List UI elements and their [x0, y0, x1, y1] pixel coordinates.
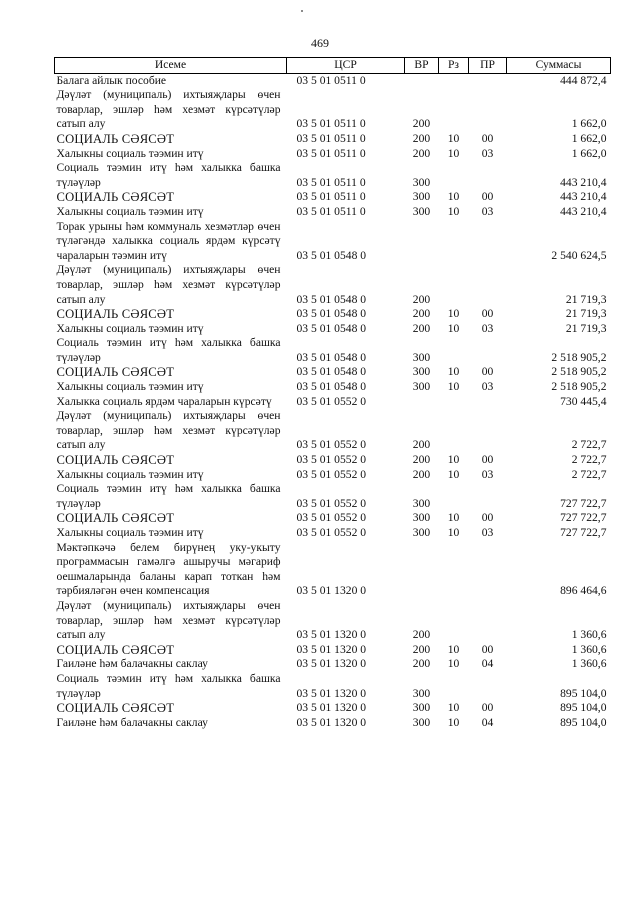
table-row — [55, 336, 611, 365]
cell-csr: 03 5 01 0548 0 — [296, 350, 367, 364]
cell-csr: 03 5 01 0552 0 — [296, 438, 367, 452]
cell-vr: 200 — [412, 628, 431, 642]
cell-csr: 03 5 01 1320 0 — [296, 584, 367, 598]
cell-csr: 03 5 01 0552 0 — [296, 511, 367, 525]
table-row — [55, 190, 611, 205]
cell-rz — [439, 482, 469, 511]
cell-pr: 03 — [481, 321, 494, 335]
cell-pr: 00 — [481, 453, 494, 467]
cell-csr: 03 5 01 0552 0 — [296, 526, 367, 539]
cell-rz — [439, 395, 469, 410]
cell-sum: 21 719,3 — [565, 321, 607, 335]
table-row — [55, 541, 611, 599]
cell-name: Гаиләне һәм балачакны саклау — [56, 715, 208, 729]
cell-csr: 03 5 01 0548 0 — [296, 292, 367, 306]
cell-name: СОЦИАЛЬ СӘЯСӘТ — [56, 453, 175, 468]
table-row — [55, 468, 611, 483]
cell-rz — [439, 220, 469, 264]
cell-rz: 10 — [447, 307, 460, 321]
cell-pr — [469, 482, 507, 511]
cell-vr: 300 — [412, 686, 431, 700]
cell-name: Балага айлык пособие — [56, 73, 167, 87]
cell-sum: 2 722,7 — [571, 438, 607, 452]
table-body — [55, 73, 611, 730]
cell-name: Халыкка социаль ярдәм чараларын күрсәтү — [56, 394, 272, 408]
table-row — [55, 409, 611, 453]
cell-vr: 200 — [412, 642, 431, 656]
table-row — [55, 88, 611, 132]
cell-rz: 10 — [447, 642, 460, 656]
budget-table — [54, 57, 611, 730]
cell-pr — [469, 220, 507, 264]
table-row — [55, 716, 611, 731]
table-row — [55, 511, 611, 526]
cell-rz: 10 — [447, 526, 460, 539]
cell-name: СОЦИАЛЬ СӘЯСӘТ — [56, 701, 175, 716]
table-row — [55, 132, 611, 147]
cell-name: Дәүләт (муниципаль) ихтыяҗлары өчен товарлар, эшләр һәм хезмәт күрсәтүләр сатып алу — [56, 598, 281, 642]
cell-vr: 300 — [412, 496, 431, 510]
cell-pr: 03 — [481, 380, 494, 394]
cell-csr: 03 5 01 1320 0 — [296, 628, 367, 642]
cell-rz — [439, 263, 469, 307]
cell-name: Халыкны социаль тәэмин итү — [56, 526, 204, 539]
cell-sum: 444 872,4 — [560, 73, 607, 87]
cell-csr: 03 5 01 0548 0 — [296, 365, 367, 379]
cell-rz — [439, 73, 469, 88]
cell-pr: 00 — [481, 190, 494, 204]
cell-pr — [469, 395, 507, 410]
cell-vr: 200 — [412, 467, 431, 481]
cell-vr: 300 — [412, 701, 431, 715]
table-row — [55, 205, 611, 220]
table-row — [55, 307, 611, 322]
cell-vr: 200 — [412, 453, 431, 467]
cell-csr: 03 5 01 0552 0 — [296, 394, 367, 408]
table-row — [55, 701, 611, 716]
table-row — [55, 672, 611, 701]
page-number: 469 — [311, 36, 329, 50]
cell-name: Халыкны социаль тәэмин итү — [56, 467, 204, 481]
cell-vr: 300 — [412, 204, 431, 218]
cell-pr — [469, 161, 507, 190]
table-row — [55, 73, 611, 88]
cell-pr: 04 — [481, 715, 494, 729]
cell-csr: 03 5 01 0548 0 — [296, 307, 367, 321]
cell-vr — [405, 395, 439, 410]
cell-name: СОЦИАЛЬ СӘЯСӘТ — [56, 307, 175, 322]
table-row — [55, 365, 611, 380]
cell-sum: 727 722,7 — [560, 511, 607, 525]
cell-sum: 2 540 624,5 — [551, 248, 607, 262]
cell-rz: 10 — [447, 511, 460, 525]
cell-vr: 300 — [412, 511, 431, 525]
cell-rz — [439, 599, 469, 643]
cell-csr: 03 5 01 1320 0 — [296, 701, 367, 715]
cell-csr: 03 5 01 0552 0 — [296, 496, 367, 510]
cell-name: СОЦИАЛЬ СӘЯСӘТ — [56, 642, 175, 657]
cell-pr — [469, 336, 507, 365]
cell-name: Социаль тәэмин итү һәм халыкка башка түләүләр — [56, 671, 281, 700]
cell-pr: 00 — [481, 365, 494, 379]
cell-sum: 1 662,0 — [571, 117, 607, 131]
cell-rz — [439, 409, 469, 453]
cell-rz: 10 — [447, 190, 460, 204]
cell-name: Халыкны социаль тәэмин итү — [56, 380, 204, 394]
cell-sum: 896 464,6 — [560, 584, 607, 598]
cell-csr: 03 5 01 1320 0 — [296, 657, 367, 671]
budget-table-container — [54, 57, 610, 730]
header-pr: ПР — [469, 58, 507, 74]
cell-name: Халыкны социаль тәэмин итү — [56, 321, 204, 335]
cell-pr — [469, 409, 507, 453]
cell-vr: 300 — [412, 526, 431, 539]
cell-rz — [439, 336, 469, 365]
cell-rz — [439, 88, 469, 132]
header-rz: Рз — [439, 58, 469, 74]
cell-vr: 300 — [412, 350, 431, 364]
cell-sum: 1 662,0 — [571, 146, 607, 160]
table-row — [55, 380, 611, 395]
table-row — [55, 643, 611, 658]
table-row — [55, 657, 611, 672]
cell-rz: 10 — [447, 365, 460, 379]
cell-csr: 03 5 01 0552 0 — [296, 467, 367, 481]
cell-vr: 200 — [412, 292, 431, 306]
cell-pr — [469, 672, 507, 701]
cell-sum: 443 210,4 — [560, 175, 607, 189]
table-row — [55, 220, 611, 264]
cell-sum: 895 104,0 — [560, 701, 607, 715]
cell-csr: 03 5 01 0511 0 — [296, 204, 366, 218]
table-row — [55, 395, 611, 410]
table-row — [55, 526, 611, 541]
cell-csr: 03 5 01 1320 0 — [296, 715, 367, 729]
cell-rz: 10 — [447, 204, 460, 218]
cell-csr: 03 5 01 0511 0 — [296, 190, 366, 204]
table-row — [55, 453, 611, 468]
cell-name: Социаль тәэмин итү һәм халыкка башка түләүләр — [56, 336, 281, 364]
cell-name: Социаль тәэмин итү һәм халыкка башка түләүләр — [56, 161, 281, 189]
cell-csr: 03 5 01 0548 0 — [296, 321, 367, 335]
table-header-row — [55, 58, 611, 74]
cell-pr — [469, 541, 507, 599]
cell-vr: 200 — [412, 131, 431, 145]
cell-rz: 10 — [447, 701, 460, 715]
cell-name: Мәктәпкәчә белем бирүнең уку-укыту программасын гамәлгә ашыручы мәгариф оешмаларында баланы карап тоткан һәм тәрбияләгән өчен компенсация — [56, 540, 281, 598]
table-row — [55, 161, 611, 190]
cell-vr: 200 — [412, 657, 431, 671]
table-row — [55, 147, 611, 162]
cell-sum: 2 518 905,2 — [551, 380, 607, 394]
cell-sum: 21 719,3 — [565, 292, 607, 306]
cell-csr: 03 5 01 0552 0 — [296, 453, 367, 467]
cell-sum: 1 360,6 — [571, 657, 607, 671]
cell-csr: 03 5 01 0511 0 — [296, 73, 366, 87]
table-row — [55, 482, 611, 511]
cell-pr: 00 — [481, 307, 494, 321]
cell-sum: 21 719,3 — [565, 307, 607, 321]
cell-vr: 300 — [412, 175, 431, 189]
cell-name: Дәүләт (муниципаль) ихтыяҗлары өчен товарлар, эшләр һәм хезмәт күрсәтүләр сатып алу — [56, 409, 281, 452]
table-row — [55, 322, 611, 337]
cell-pr: 03 — [481, 526, 494, 539]
header-vr: ВР — [405, 58, 439, 74]
cell-csr: 03 5 01 1320 0 — [296, 642, 367, 656]
cell-csr: 03 5 01 0511 0 — [296, 146, 366, 160]
cell-pr: 03 — [481, 467, 494, 481]
cell-pr — [469, 88, 507, 132]
cell-sum: 730 445,4 — [560, 394, 607, 408]
cell-vr: 200 — [412, 321, 431, 335]
cell-csr: 03 5 01 0511 0 — [296, 131, 366, 145]
cell-pr: 00 — [481, 701, 494, 715]
cell-sum: 443 210,4 — [560, 190, 607, 204]
cell-rz: 10 — [447, 453, 460, 467]
cell-vr: 200 — [412, 438, 431, 452]
cell-pr: 03 — [481, 204, 494, 218]
table-row — [55, 263, 611, 307]
table-row — [55, 599, 611, 643]
cell-csr: 03 5 01 0511 0 — [296, 175, 366, 189]
cell-vr — [405, 220, 439, 264]
cell-vr: 200 — [412, 117, 431, 131]
scan-speck — [301, 10, 303, 12]
cell-name: СОЦИАЛЬ СӘЯСӘТ — [56, 131, 175, 146]
cell-sum: 443 210,4 — [560, 204, 607, 218]
cell-pr: 03 — [481, 146, 494, 160]
cell-vr — [405, 541, 439, 599]
header-name: Исеме — [55, 58, 287, 74]
cell-name: Халыкны социаль тәэмин итү — [56, 204, 204, 218]
cell-rz — [439, 161, 469, 190]
cell-name: Дәүләт (муниципаль) ихтыяҗлары өчен товарлар, эшләр һәм хезмәт күрсәтүләр сатып алу — [56, 88, 281, 131]
header-csr: ЦСР — [287, 58, 405, 74]
cell-name: Халыкны социаль тәэмин итү — [56, 146, 204, 160]
cell-pr — [469, 599, 507, 643]
cell-pr: 00 — [481, 642, 494, 656]
cell-rz: 10 — [447, 715, 460, 729]
cell-pr: 00 — [481, 511, 494, 525]
cell-sum: 2 518 905,2 — [551, 365, 607, 379]
cell-vr: 300 — [412, 380, 431, 394]
cell-csr: 03 5 01 0511 0 — [296, 117, 366, 131]
cell-pr: 04 — [481, 657, 494, 671]
cell-sum: 727 722,7 — [560, 526, 607, 539]
cell-rz: 10 — [447, 467, 460, 481]
cell-csr: 03 5 01 0548 0 — [296, 248, 367, 262]
cell-vr: 300 — [412, 365, 431, 379]
cell-sum: 2 518 905,2 — [551, 350, 607, 364]
cell-pr — [469, 73, 507, 88]
cell-name: Дәүләт (муниципаль) ихтыяҗлары өчен товарлар, эшләр һәм хезмәт күрсәтүләр сатып алу — [56, 263, 281, 306]
cell-sum: 2 722,7 — [571, 453, 607, 467]
cell-rz: 10 — [447, 146, 460, 160]
cell-vr: 300 — [412, 190, 431, 204]
cell-rz — [439, 541, 469, 599]
cell-rz: 10 — [447, 380, 460, 394]
cell-vr: 300 — [412, 715, 431, 729]
cell-sum: 1 360,6 — [571, 642, 607, 656]
cell-rz: 10 — [447, 321, 460, 335]
cell-vr: 200 — [412, 146, 431, 160]
cell-name: Социаль тәэмин итү һәм халыкка башка түләүләр — [56, 482, 281, 510]
cell-pr: 00 — [481, 131, 494, 145]
cell-vr: 200 — [412, 307, 431, 321]
cell-sum: 1 662,0 — [571, 131, 607, 145]
cell-sum: 2 722,7 — [571, 467, 607, 481]
cell-csr: 03 5 01 0548 0 — [296, 380, 367, 394]
cell-name: СОЦИАЛЬ СӘЯСӘТ — [56, 365, 175, 380]
cell-name: Гаиләне һәм балачакны саклау — [56, 657, 208, 671]
cell-name: СОЦИАЛЬ СӘЯСӘТ — [56, 190, 175, 205]
cell-sum: 727 722,7 — [560, 496, 607, 510]
cell-sum: 895 104,0 — [560, 686, 607, 700]
header-sum: Суммасы — [507, 58, 611, 74]
cell-sum: 1 360,6 — [571, 628, 607, 642]
cell-name: СОЦИАЛЬ СӘЯСӘТ — [56, 511, 175, 526]
cell-name: Торак урыны һәм коммуналь хезмәтләр өчен түләгәндә халыкка социаль ярдәм күрсәтү чараларын тәэмин итү — [56, 219, 281, 262]
cell-sum: 895 104,0 — [560, 715, 607, 729]
cell-vr — [405, 73, 439, 88]
cell-rz: 10 — [447, 657, 460, 671]
cell-pr — [469, 263, 507, 307]
cell-rz: 10 — [447, 131, 460, 145]
cell-csr: 03 5 01 1320 0 — [296, 686, 367, 700]
cell-rz — [439, 672, 469, 701]
